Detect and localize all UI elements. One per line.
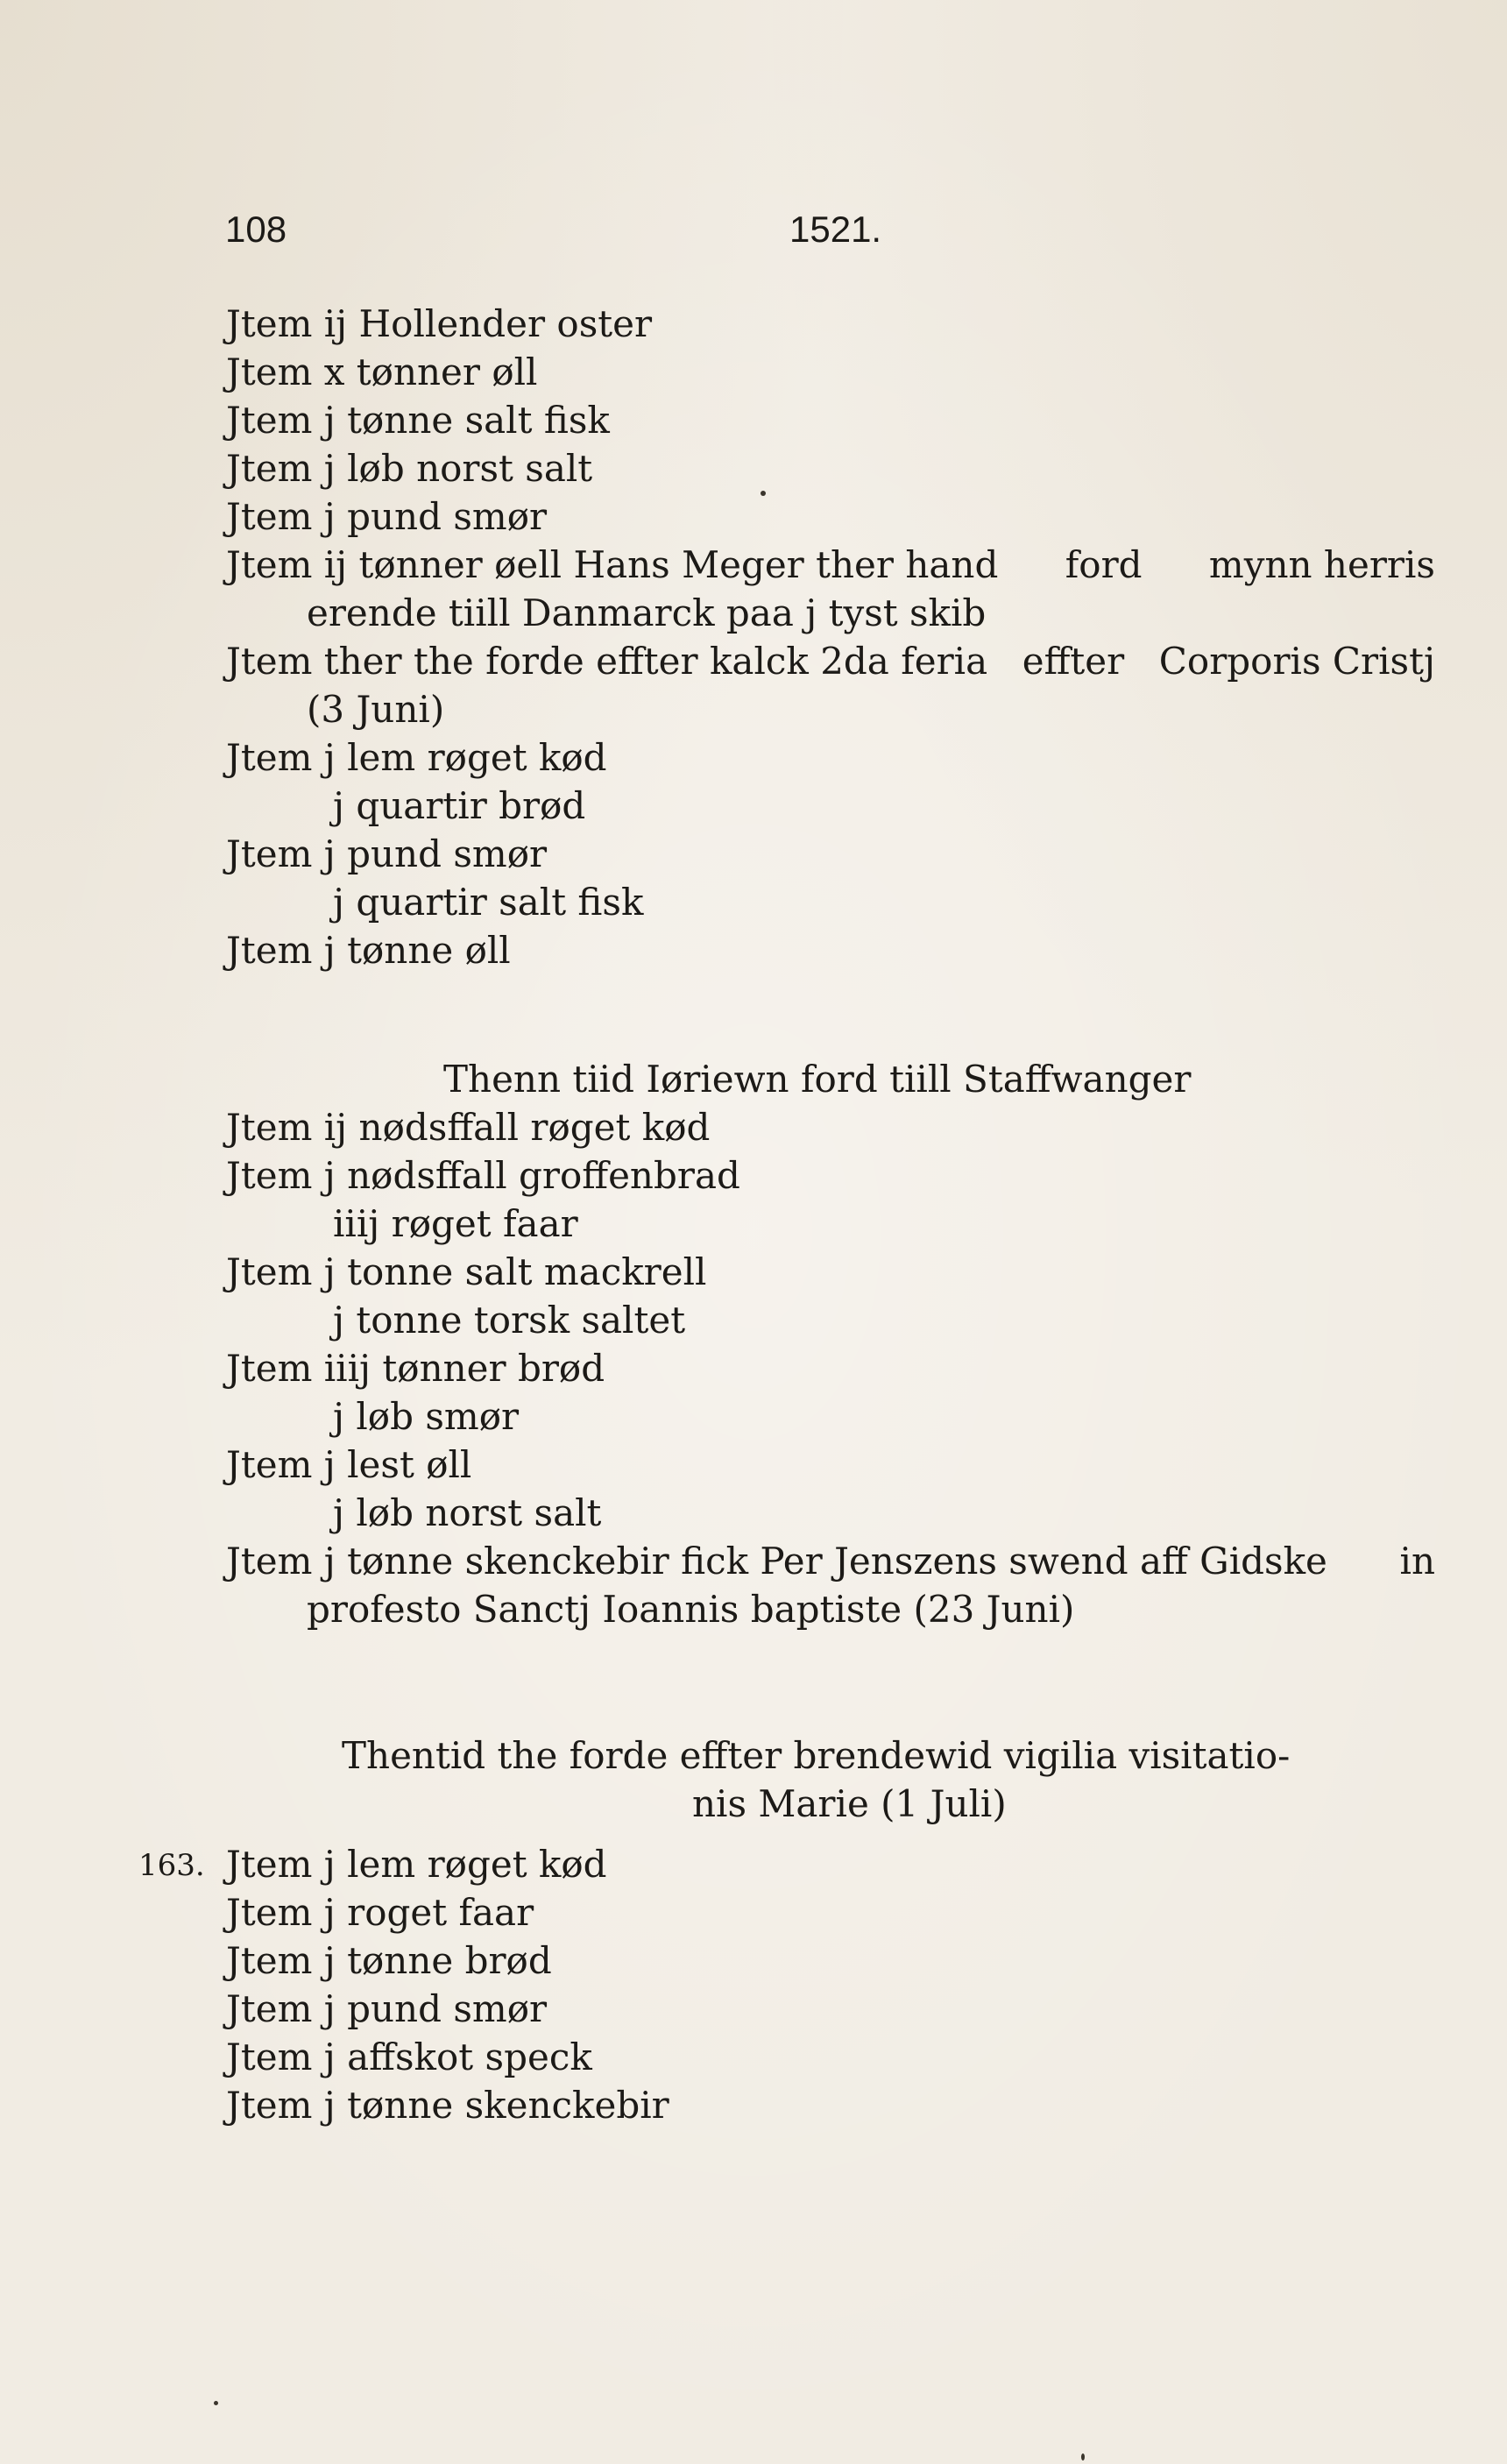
ledger-subline: j quartir salt fisk bbox=[333, 881, 644, 924]
ledger-line bbox=[226, 541, 1435, 589]
section-heading: Thenn tiid Iøriewn ford tiill Staffwanger bbox=[443, 1058, 1192, 1101]
ledger-line bbox=[226, 1537, 1435, 1585]
ledger-line: Jtem j pund smør bbox=[226, 832, 548, 875]
line-part: effter bbox=[1022, 640, 1125, 683]
ledger-subline: j quartir brød bbox=[333, 784, 586, 827]
ledger-line: Jtem j pund smør bbox=[226, 495, 548, 538]
ledger-line: Jtem j roget faar bbox=[226, 1891, 534, 1934]
ledger-line bbox=[138, 1840, 1435, 1888]
line-part: Jtem j tønne skenckebir fick Per Jenszens swend aff Gidske bbox=[226, 1540, 1327, 1582]
page-header bbox=[225, 209, 891, 261]
ledger-block-1 bbox=[226, 300, 1435, 974]
page-number: 108 bbox=[225, 209, 287, 250]
line-part: Jtem ij tønner øell Hans Meger ther hand bbox=[226, 543, 999, 586]
ledger-line bbox=[226, 637, 1435, 685]
ledger-line: Jtem j tønne øll bbox=[226, 929, 511, 972]
section-heading-continuation: nis Marie (1 Juli) bbox=[692, 1782, 1007, 1825]
paper-speck bbox=[214, 2401, 218, 2405]
ledger-subline: j løb norst salt bbox=[333, 1491, 602, 1534]
margin-note: 163. bbox=[138, 1848, 205, 1883]
ledger-line: Jtem ij Hollender oster bbox=[226, 302, 653, 345]
ledger-block-3 bbox=[138, 1731, 1435, 2129]
paper-speck bbox=[761, 491, 766, 496]
paper-speck bbox=[1081, 2453, 1085, 2460]
ledger-subline: j løb smør bbox=[333, 1395, 520, 1438]
ledger-line: Jtem j tønne skenckebir bbox=[226, 2084, 669, 2127]
ledger-block-2 bbox=[226, 1055, 1435, 1633]
ledger-line-continuation: erende tiill Danmarck paa j tyst skib bbox=[307, 591, 987, 634]
ledger-line: Jtem j tønne brød bbox=[226, 1939, 552, 1982]
ledger-line-continuation: (3 Juni) bbox=[307, 688, 445, 731]
ledger-line: Jtem j nødsffall groffenbrad bbox=[226, 1154, 740, 1197]
line-part: Corporis Cristj bbox=[1158, 640, 1435, 683]
ledger-line: Jtem j lem røget kød bbox=[226, 736, 607, 779]
ledger-line: Jtem iiij tønner brød bbox=[226, 1347, 605, 1390]
line-text: Jtem j lem røget kød bbox=[226, 1843, 607, 1886]
ledger-line: Jtem j løb norst salt bbox=[226, 447, 593, 490]
year-heading: 1521. bbox=[789, 209, 882, 250]
ledger-line: Jtem j lest øll bbox=[226, 1443, 472, 1486]
line-part: Jtem ther the forde effter kalck 2da feria bbox=[226, 640, 988, 683]
ledger-line: Jtem j tonne salt mackrell bbox=[226, 1250, 707, 1293]
ledger-line-continuation: profesto Sanctj Ioannis baptiste (23 Juni) bbox=[307, 1588, 1075, 1631]
line-part: ford bbox=[1065, 543, 1143, 586]
line-part: mynn herris bbox=[1208, 543, 1435, 586]
ledger-line: Jtem ij nødsffall røget kød bbox=[226, 1106, 711, 1149]
ledger-line: Jtem x tønner øll bbox=[226, 350, 538, 393]
ledger-subline: iiij røget faar bbox=[333, 1202, 578, 1245]
ledger-line: Jtem j affskot speck bbox=[226, 2036, 592, 2078]
line-part: in bbox=[1399, 1540, 1435, 1582]
section-heading: Thentid the forde effter brendewid vigilia visitatio- bbox=[342, 1734, 1291, 1777]
ledger-subline: j tonne torsk saltet bbox=[333, 1299, 686, 1342]
ledger-line: Jtem j pund smør bbox=[226, 1987, 548, 2030]
ledger-line: Jtem j tønne salt fisk bbox=[226, 399, 610, 442]
